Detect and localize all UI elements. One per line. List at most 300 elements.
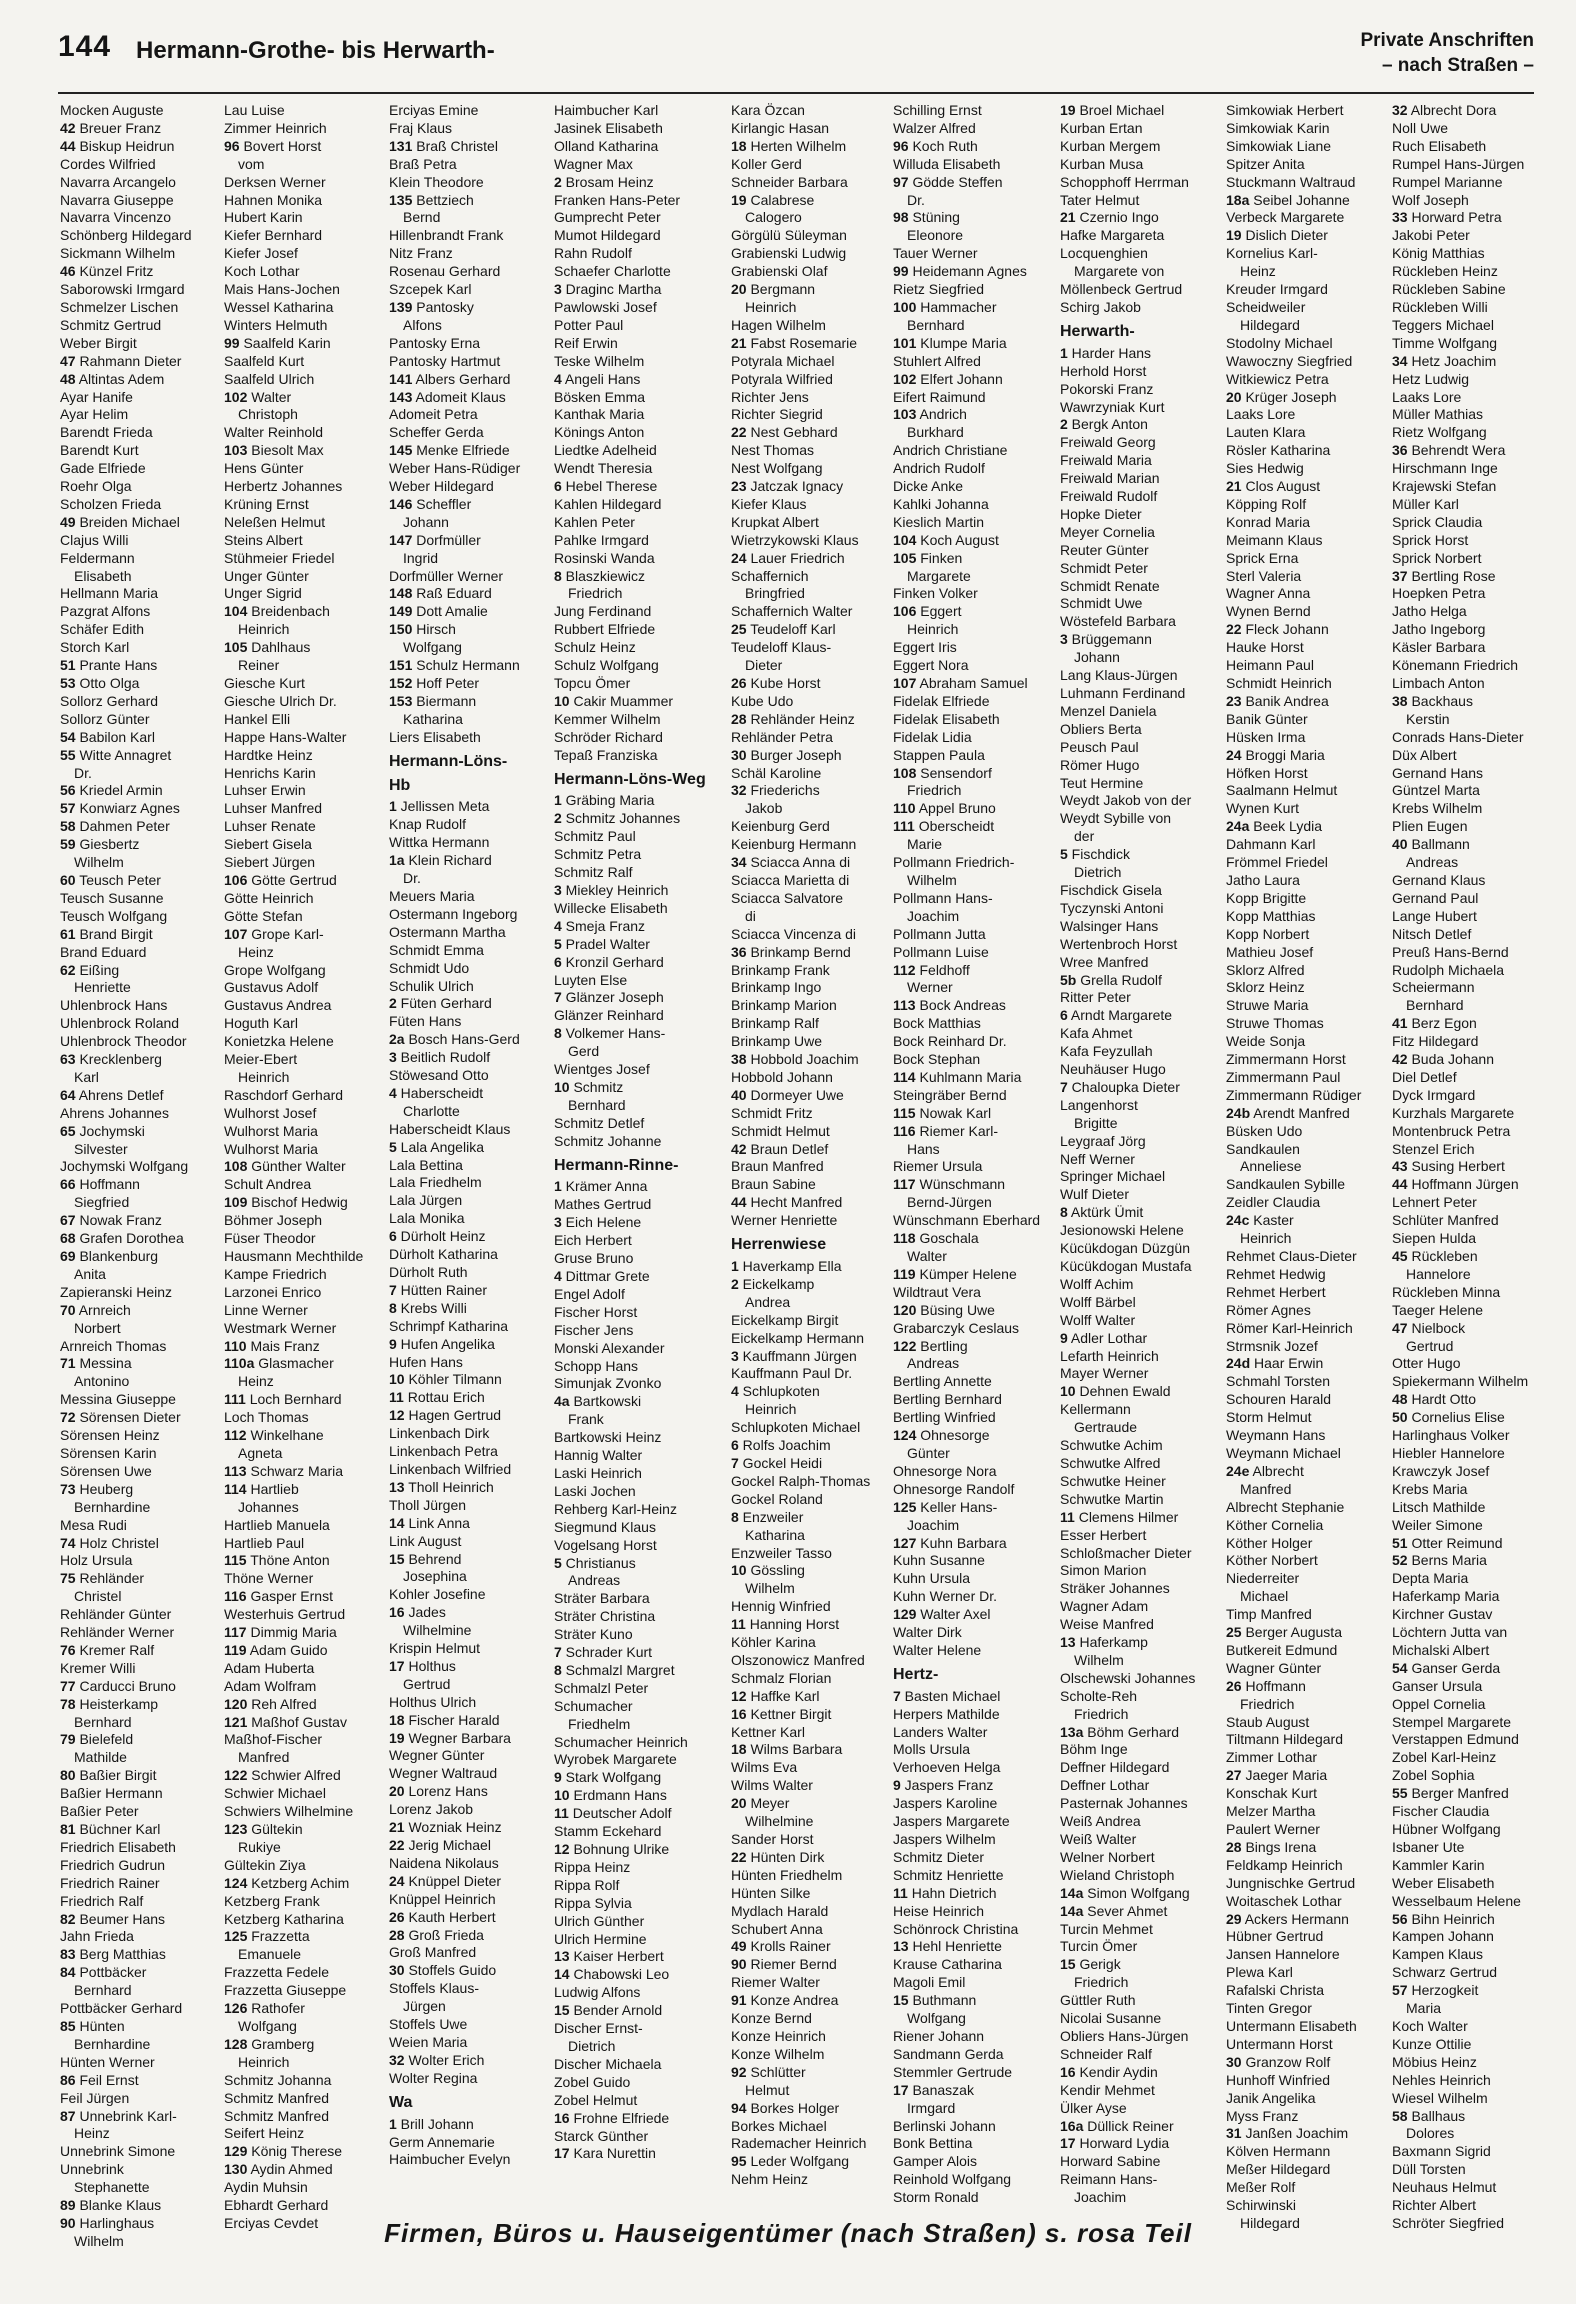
- entry: Kampen Johann: [1392, 1928, 1494, 1945]
- house-number: 33: [1392, 209, 1408, 226]
- entry: 46 Künzel Fritz: [60, 263, 154, 280]
- house-number: 6: [731, 1437, 739, 1454]
- entry: Pantosky Hartmut: [389, 352, 501, 369]
- entry-continuation: Hildegard: [1240, 316, 1300, 333]
- house-number: 24b: [1226, 1104, 1251, 1121]
- entry: 20 Lorenz Hans: [389, 1783, 488, 1800]
- street-heading: Wa: [389, 2093, 413, 2111]
- entry: Büsken Udo: [1226, 1122, 1303, 1139]
- entry: Kremer Willi: [60, 1659, 136, 1676]
- entry: Schwiers Wilhelmine: [224, 1803, 354, 1820]
- house-number: 42: [731, 1140, 747, 1157]
- entry: Gültekin Ziya: [224, 1856, 306, 1873]
- entry: Wessel Katharina: [224, 298, 334, 315]
- house-number: 11: [554, 1805, 569, 1822]
- entry: Freiwald Maria: [1060, 452, 1152, 469]
- entry: Storm Helmut: [1226, 1409, 1312, 1426]
- entry: Wulhorst Maria: [224, 1140, 318, 1157]
- entry: Mayer Werner: [1060, 1365, 1149, 1382]
- entry: Haberscheidt Klaus: [389, 1120, 511, 1137]
- entry: 18 Wilms Barbara: [731, 1741, 843, 1758]
- entry: Pollmann Hans-: [893, 889, 993, 906]
- entry: Hartlieb Paul: [224, 1534, 305, 1551]
- entry-continuation: Andreas: [907, 1355, 960, 1372]
- entry: Düll Torsten: [1392, 2161, 1466, 2178]
- entry: 24 Broggi Maria: [1226, 746, 1325, 763]
- entry: Sklorz Heinz: [1226, 979, 1305, 996]
- entry: Maßhof-Fischer: [224, 1731, 323, 1748]
- entry: Linkenbach Dirk: [389, 1425, 490, 1442]
- entry: Sollorz Günter: [60, 710, 150, 727]
- entry-continuation: Heinz: [238, 1373, 274, 1390]
- entry: Stuckmann Waltraud: [1226, 173, 1356, 190]
- entry: Rückleben Willi: [1392, 298, 1488, 315]
- entry: Schulik Ulrich: [389, 977, 474, 994]
- house-number: 116: [224, 1588, 247, 1605]
- house-number: 19: [389, 1729, 405, 1746]
- house-number: 13: [1060, 1634, 1076, 1651]
- entry: Schröter Siegfried: [1392, 2214, 1505, 2231]
- entry: Kuhn Ursula: [893, 1570, 971, 1587]
- section-label: [1360, 28, 1534, 78]
- entry: Holz Ursula: [60, 1552, 133, 1569]
- house-number: 44: [60, 137, 76, 154]
- house-number: 81: [60, 1821, 76, 1837]
- house-number: 13: [554, 1948, 570, 1965]
- house-number: 102: [893, 370, 917, 387]
- entry: Zobel Karl-Heinz: [1392, 1749, 1497, 1766]
- entry: 10 Dehnen Ewald: [1060, 1383, 1171, 1400]
- entry: 111 Loch Bernhard: [224, 1391, 342, 1408]
- entry: Krause Catharina: [893, 1956, 1002, 1973]
- entry: Sciacca Vincenza di: [731, 925, 857, 942]
- entry: Weien Maria: [389, 2033, 468, 2050]
- house-number: 5: [1060, 846, 1068, 863]
- entry: Kurzhals Margarete: [1392, 1104, 1515, 1121]
- entry-continuation: di: [745, 907, 756, 924]
- entry: Walzer Alfred: [893, 119, 976, 136]
- entry: 22 Nest Gebhard: [731, 424, 838, 441]
- house-number: 73: [60, 1480, 76, 1497]
- entry: Wertenbroch Horst: [1060, 935, 1178, 952]
- entry: Sträker Johannes: [1060, 1580, 1170, 1597]
- entry: Schmitz Gertrud: [60, 316, 162, 333]
- entry: 26 Hoffmann: [1226, 1677, 1306, 1694]
- entry: Köther Holger: [1226, 1534, 1313, 1551]
- house-number: 8: [554, 1661, 562, 1678]
- house-number: 128: [224, 2035, 248, 2052]
- entry: 17 Horward Lydia: [1060, 2135, 1170, 2152]
- entry: 8 Enzweiler: [731, 1508, 804, 1525]
- house-number: 9: [389, 1335, 397, 1352]
- house-number: 76: [60, 1641, 76, 1658]
- house-number: 21: [1226, 478, 1242, 495]
- entry: 131 Braß Christel: [389, 137, 498, 154]
- entry-continuation: Michael: [1240, 1588, 1289, 1605]
- house-number: 63: [60, 1051, 76, 1068]
- house-number: 42: [1392, 1051, 1408, 1068]
- entry: Fitz Hildegard: [1392, 1033, 1479, 1050]
- entry: Rückleben Heinz: [1392, 263, 1498, 280]
- house-number: 55: [60, 746, 76, 763]
- house-number: 152: [389, 675, 413, 691]
- entry: Navarra Arcangelo: [60, 173, 176, 190]
- house-number: 34: [731, 854, 747, 871]
- entry: 72 Sörensen Dieter: [60, 1409, 181, 1426]
- entry: Weymann Hans: [1226, 1427, 1326, 1444]
- house-number: 17: [893, 2081, 909, 2098]
- entry: Schwier Michael: [224, 1785, 326, 1802]
- entry: 3 Miekley Heinrich: [554, 881, 669, 898]
- entry-continuation: Rukiye: [238, 1838, 281, 1855]
- entry-continuation: Christoph: [238, 406, 298, 423]
- house-number: 32: [1392, 102, 1408, 118]
- entry: 51 Prante Hans: [60, 657, 158, 674]
- entry: Willecke Elisabeth: [554, 899, 668, 916]
- house-number: 100: [893, 298, 917, 315]
- entry: 24 Lauer Friedrich: [731, 549, 845, 566]
- entry: Schmidt Peter: [1060, 559, 1148, 576]
- entry: Zimmermann Rüdiger: [1226, 1086, 1362, 1103]
- entry: Frömmel Friedel: [1226, 854, 1328, 871]
- house-number: 85: [60, 2017, 76, 2034]
- entry: 114 Kuhlmann Maria: [893, 1068, 1022, 1085]
- house-number: 10: [731, 1562, 747, 1579]
- entry: Harlinghaus Volker: [1392, 1427, 1510, 1444]
- entry: 117 Dimmig Maria: [224, 1624, 337, 1641]
- entry: 108 Günther Walter: [224, 1158, 346, 1175]
- entry-continuation: Wolfgang: [403, 639, 462, 656]
- house-number: 8: [554, 567, 562, 584]
- house-number: 20: [1226, 388, 1242, 405]
- entry: Diel Detlef: [1392, 1068, 1457, 1085]
- entry: 13 Haferkamp: [1060, 1634, 1148, 1651]
- entry: Böhmer Joseph: [224, 1212, 323, 1229]
- entry: Schäl Karoline: [731, 764, 822, 781]
- house-number: 13a: [1060, 1723, 1084, 1740]
- entry-continuation: Dr.: [74, 764, 92, 781]
- entry: Thöne Werner: [224, 1570, 314, 1587]
- entry: 16 Jades: [389, 1604, 446, 1621]
- entry: Neuhaus Helmut: [1392, 2179, 1497, 2196]
- entry: Wolter Regina: [389, 2069, 478, 2086]
- entry-continuation: Wilhelmine: [745, 1813, 814, 1830]
- entry: Meßer Hildegard: [1226, 2161, 1331, 2178]
- entry: Riemer Ursula: [893, 1158, 983, 1175]
- entry: Ahrens Johannes: [60, 1104, 169, 1121]
- entry: 70 Arnreich: [60, 1301, 131, 1318]
- house-number: 77: [60, 1677, 76, 1694]
- entry: Raschdorf Gerhard: [224, 1086, 344, 1103]
- house-number: 65: [60, 1122, 76, 1139]
- entry: 19 Broel Michael: [1060, 102, 1165, 118]
- entry: Schäfer Edith: [60, 621, 145, 638]
- house-number: 8: [389, 1299, 397, 1316]
- entry: Weymann Michael: [1226, 1444, 1341, 1461]
- entry: Pottbäcker Gerhard: [60, 2000, 183, 2017]
- entry: 145 Menke Elfriede: [389, 442, 510, 459]
- entry: 21 Fabst Rosemarie: [731, 334, 858, 351]
- entry: Walsinger Hans: [1060, 917, 1159, 934]
- entry: Wilms Walter: [731, 1777, 813, 1794]
- entry: 102 Elfert Johann: [893, 370, 1003, 387]
- entry: 2a Bosch Hans-Gerd: [389, 1031, 520, 1048]
- entry: 14 Chabowski Leo: [554, 1966, 670, 1983]
- entry: Hahnen Monika: [224, 191, 323, 208]
- entry: 13a Böhm Gerhard: [1060, 1723, 1180, 1740]
- entry: 32 Albrecht Dora: [1392, 102, 1497, 118]
- entry-continuation: Wilhelm: [74, 2232, 124, 2249]
- entry: Friedrich Rainer: [60, 1874, 160, 1891]
- entry: 49 Breiden Michael: [60, 513, 180, 530]
- entry: 113 Bock Andreas: [893, 997, 1006, 1014]
- house-number: 3: [731, 1347, 739, 1364]
- entry: Zimmer Heinrich: [224, 119, 327, 136]
- entry: Schneider Ralf: [1060, 2045, 1152, 2062]
- entry: Tepaß Franziska: [554, 746, 658, 763]
- entry: Feil Jürgen: [60, 2089, 130, 2106]
- entry: 129 König Therese: [224, 2143, 343, 2160]
- entry: 11 Clemens Hilmer: [1060, 1508, 1179, 1525]
- house-number: 70: [60, 1301, 76, 1318]
- entry-continuation: Silvester: [74, 1140, 128, 1157]
- entry-continuation: Friedhelm: [568, 1715, 631, 1732]
- entry: Hübner Gertrud: [1226, 1928, 1324, 1945]
- entry: 44 Biskup Heidrun: [60, 137, 175, 154]
- house-number: 121: [224, 1713, 248, 1730]
- entry: Brinkamp Ralf: [731, 1015, 819, 1032]
- entry: Sörensen Uwe: [60, 1462, 152, 1479]
- entry: Rehmet Hedwig: [1226, 1265, 1326, 1282]
- entry: Lange Hubert: [1392, 907, 1477, 924]
- entry: Hirschmann Inge: [1392, 460, 1498, 477]
- entry: 50 Cornelius Elise: [1392, 1409, 1505, 1426]
- entry: Schmidt Heinrich: [1226, 675, 1332, 691]
- house-number: 53: [60, 675, 76, 691]
- entry: 96 Koch Ruth: [893, 137, 978, 154]
- entry: Finken Volker: [893, 585, 978, 602]
- entry: 2 Brosam Heinz: [554, 173, 654, 190]
- entry: Esser Herbert: [1060, 1526, 1147, 1543]
- entry: 102 Walter: [224, 388, 292, 405]
- entry-continuation: Agneta: [238, 1444, 283, 1461]
- entry: Füser Theodor: [224, 1230, 316, 1247]
- house-number: 147: [389, 531, 413, 548]
- house-number: 3: [389, 1049, 397, 1066]
- entry-continuation: Karl: [74, 1068, 99, 1085]
- entry: Rösler Katharina: [1226, 442, 1331, 459]
- house-number: 18: [731, 137, 747, 154]
- entry-continuation: Siegfried: [74, 1194, 130, 1211]
- entry: Haimbucher Evelyn: [389, 2151, 511, 2168]
- house-number: 38: [1392, 692, 1408, 709]
- entry: Rudolph Michaela: [1392, 961, 1505, 978]
- entry: 8 Blaszkiewicz: [554, 567, 646, 584]
- entry: Welner Norbert: [1060, 1848, 1155, 1865]
- entry: Grabienski Olaf: [731, 263, 828, 280]
- entry-continuation: Irmgard: [907, 2099, 956, 2116]
- entry: Unger Sigrid: [224, 585, 302, 602]
- entry: Linne Werner: [224, 1301, 308, 1318]
- entry: Herpers Mathilde: [893, 1705, 1000, 1722]
- house-number: 110a: [224, 1355, 255, 1372]
- house-number: 102: [224, 388, 248, 405]
- entry: Bertling Winfried: [893, 1409, 996, 1426]
- entry-continuation: Friedrich: [907, 782, 962, 799]
- entry: 1a Klein Richard: [389, 852, 492, 869]
- entry: Friedrich Elisabeth: [60, 1838, 176, 1855]
- house-number: 40: [731, 1086, 747, 1103]
- entry: Sciacca Marietta di: [731, 871, 850, 888]
- entry: Dorfmüller Werner: [389, 567, 504, 584]
- house-number: 80: [60, 1767, 76, 1784]
- entry: Krebs Maria: [1392, 1480, 1468, 1497]
- entry-continuation: Johann: [1074, 649, 1120, 666]
- entry: 10 Erdmann Hans: [554, 1787, 667, 1804]
- entry: Sprick Norbert: [1392, 549, 1482, 566]
- entry: Fidelak Elisabeth: [893, 710, 1000, 727]
- house-number: 104: [893, 531, 917, 548]
- entry: Koch Walter: [1392, 2017, 1468, 2034]
- entry: Struwe Maria: [1226, 997, 1309, 1014]
- house-number: 1a: [389, 852, 405, 869]
- house-number: 106: [893, 603, 917, 620]
- entry: 128 Gramberg: [224, 2035, 315, 2052]
- entry: Weber Birgit: [60, 334, 137, 351]
- house-number: 56: [60, 782, 76, 799]
- entry: Preuß Hans-Bernd: [1392, 943, 1509, 960]
- entry-continuation: Jürgen: [403, 1998, 446, 2015]
- house-number: 26: [731, 675, 747, 691]
- entry: Walter Dirk: [893, 1624, 962, 1641]
- entry: Untermann Elisabeth: [1226, 2017, 1357, 2034]
- entry-continuation: Dr.: [907, 191, 925, 208]
- entry: Nest Wolfgang: [731, 460, 823, 477]
- house-number: 4: [554, 917, 562, 934]
- house-number: 13: [389, 1478, 405, 1495]
- entry: Böhm Inge: [1060, 1741, 1128, 1758]
- entry: 153 Biermann: [389, 692, 477, 709]
- entry: Ayar Hanife: [60, 388, 133, 405]
- entry: 8 Volkemer Hans-: [554, 1025, 666, 1042]
- entry: Barendt Frieda: [60, 424, 153, 441]
- entry: 115 Thöne Anton: [224, 1552, 330, 1569]
- entry: Neff Werner: [1060, 1150, 1135, 1167]
- entry: Paulert Werner: [1226, 1821, 1320, 1837]
- entry: Kahlki Johanna: [893, 495, 989, 512]
- entry: Kölven Hermann: [1226, 2143, 1331, 2160]
- entry-continuation: Friedrich: [1074, 1705, 1129, 1722]
- entry: 90 Riemer Bernd: [731, 1956, 837, 1973]
- entry: 10 Cakir Muammer: [554, 692, 674, 709]
- house-number: 58: [1392, 2107, 1408, 2124]
- entry: 30 Stoffels Guido: [389, 1962, 497, 1979]
- entry: Schumacher: [554, 1697, 633, 1714]
- entry: Teusch Susanne: [60, 889, 164, 906]
- entry: 40 Dormeyer Uwe: [731, 1086, 844, 1103]
- entry: Kieslich Martin: [893, 513, 985, 530]
- entry: 60 Teusch Peter: [60, 871, 161, 888]
- entry: Montenbruck Petra: [1392, 1122, 1511, 1139]
- entry: Olland Katharina: [554, 137, 659, 154]
- entry: Wagner Anna: [1226, 585, 1311, 602]
- house-number: 24e: [1226, 1462, 1250, 1479]
- entry-continuation: Bernd: [403, 209, 441, 226]
- entry: Weber Hans-Rüdiger: [389, 460, 521, 477]
- entry: 7 Glänzer Joseph: [554, 989, 664, 1006]
- entry: Rippa Rolf: [554, 1876, 620, 1893]
- entry: Rehländer Werner: [60, 1624, 175, 1641]
- entry: Rietz Siegfried: [893, 281, 985, 298]
- entry: 110 Mais Franz: [224, 1337, 320, 1354]
- entry: 6 Dürholt Heinz: [389, 1228, 486, 1245]
- entry: Hannig Walter: [554, 1447, 643, 1464]
- house-number: 113: [224, 1462, 247, 1479]
- entry: Teut Hermine: [1060, 774, 1144, 791]
- house-number: 101: [893, 334, 917, 351]
- entry-continuation: vom: [238, 155, 265, 172]
- entry: Stappen Paula: [893, 746, 985, 763]
- entry: Locquenghien: [1060, 245, 1148, 262]
- entry: Simunjak Zvonko: [554, 1375, 662, 1392]
- entry: 12 Haffke Karl: [731, 1687, 820, 1704]
- house-number: 7: [731, 1454, 739, 1471]
- entry: Sörensen Heinz: [60, 1427, 160, 1444]
- house-number: 28: [1226, 1838, 1242, 1855]
- entry: Meyer Cornelia: [1060, 523, 1155, 540]
- entry: Käsler Barbara: [1392, 639, 1486, 656]
- entry: Scheiermann: [1392, 979, 1475, 996]
- house-number: 89: [60, 2197, 76, 2214]
- entry: 96 Bovert Horst: [224, 137, 322, 154]
- house-number: 112: [224, 1427, 247, 1444]
- entry: Stamm Eckehard: [554, 1823, 662, 1840]
- house-number: 2: [1060, 416, 1068, 433]
- house-number: 99: [893, 263, 909, 280]
- entry: Limbach Anton: [1392, 675, 1485, 691]
- entry: Pantosky Erna: [389, 334, 481, 351]
- entry: Füten Hans: [389, 1013, 462, 1030]
- entry: 20 Krüger Joseph: [1226, 388, 1337, 405]
- house-number: 2: [554, 810, 562, 827]
- house-number: 67: [60, 1212, 76, 1229]
- entry: Sträter Kuno: [554, 1626, 633, 1643]
- entry-continuation: Calogero: [745, 209, 802, 226]
- entry-continuation: Bernhard: [1406, 997, 1464, 1014]
- entry: Verstappen Edmund: [1392, 1731, 1519, 1748]
- entry: 44 Hecht Manfred: [731, 1194, 843, 1211]
- entry: 26 Kube Horst: [731, 675, 821, 691]
- footer-note: Firmen, Büros u. Hauseigentümer (nach Straßen) s. rosa Teil: [384, 2218, 1192, 2248]
- house-number: 6: [389, 1228, 397, 1245]
- house-number: 16a: [1060, 2117, 1084, 2134]
- entry: Bösken Emma: [554, 388, 646, 405]
- entry-continuation: Andrea: [745, 1293, 791, 1310]
- entry-continuation: Elisabeth: [74, 567, 132, 584]
- entry: Herhold Horst: [1060, 362, 1147, 379]
- entry: Baßier Peter: [60, 1803, 139, 1820]
- house-number: 32: [731, 782, 747, 799]
- house-number: 57: [60, 800, 76, 817]
- entry: Potyrala Wilfried: [731, 370, 833, 387]
- entry: 78 Heisterkamp: [60, 1695, 159, 1712]
- house-number: 27: [1226, 1767, 1242, 1784]
- entry: 29 Ackers Hermann: [1226, 1910, 1349, 1927]
- page-title: Hermann-Grothe- bis Herwarth-: [136, 37, 495, 64]
- entry: Meimann Klaus: [1226, 531, 1323, 548]
- entry: Dahmann Karl: [1226, 836, 1316, 853]
- house-number: 26: [1226, 1677, 1242, 1694]
